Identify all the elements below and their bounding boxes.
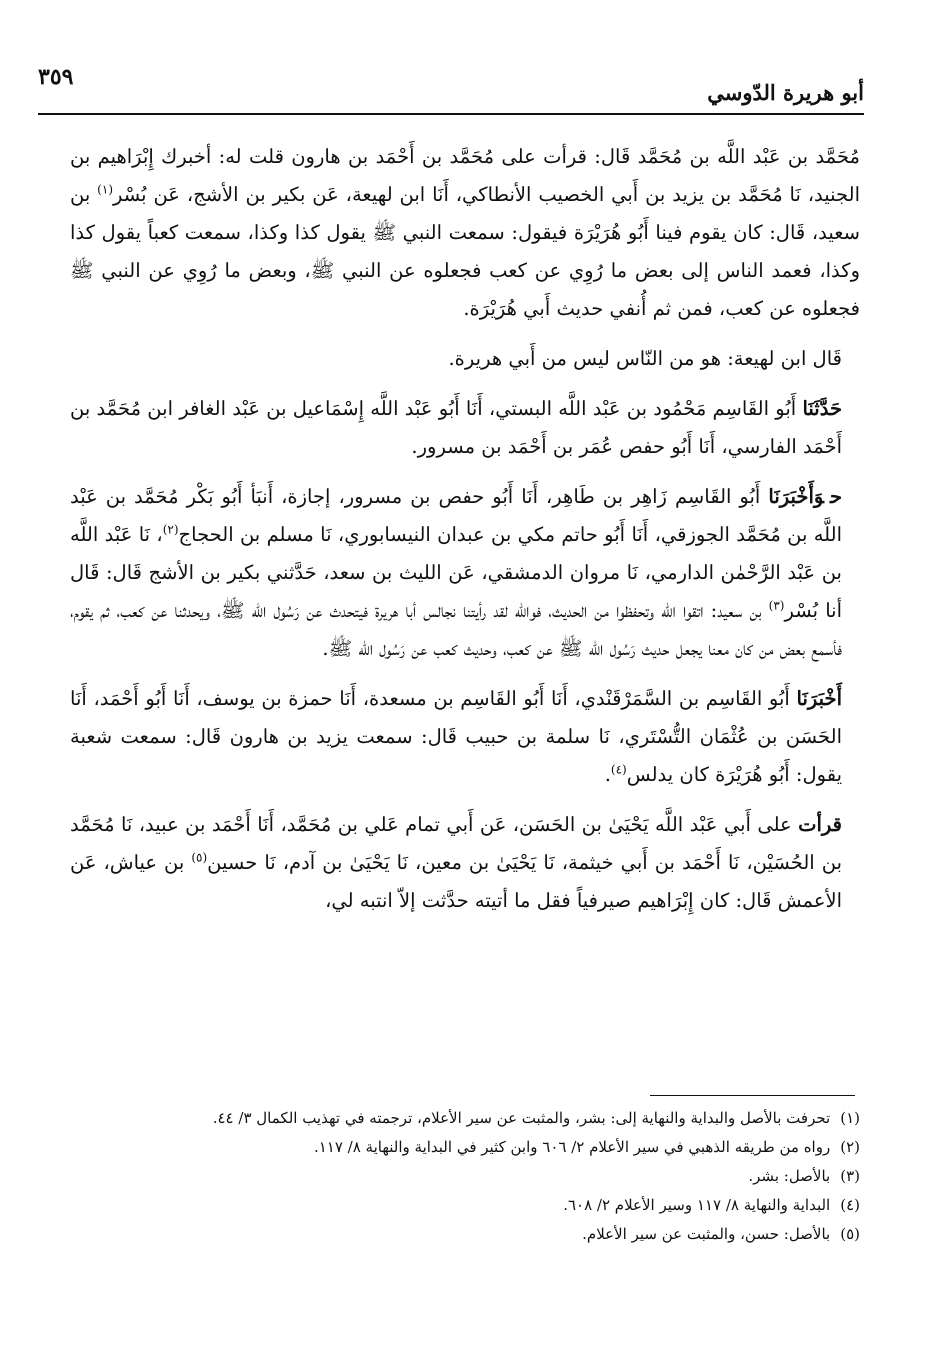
paragraph-4-lead: وَأَخْبَرَنَا (768, 485, 824, 508)
paragraph-6 (70, 806, 860, 920)
footnote-5-text: بالأصل: حسن، والمثبت عن سير الأعلام. (582, 1225, 831, 1243)
paragraph-6-lead: قرأت (798, 813, 842, 836)
running-title: أبو هريرة الدّوسي (707, 80, 864, 105)
paragraph-4-text-a: أَبُو القَاسِم زَاهِر بن طَاهِر، أَنَا أَبُو حفص بن مسرور، إجازة، أَنبَأ أَبُو بَكْر مُحَمَّد بن عَبْد اللَّه بن مُحَمَّد الجوزقي، أَنَا أَبُو حاتم مكي بن عبدان النيسابوري، نَا مسلم بن الحجاج (70, 485, 842, 546)
footnote-2-number: (٢) (840, 1138, 860, 1156)
footnote-1-text: تحرفت بالأصل والبداية والنهاية إلى: بشر، والمثبت عن سير الأعلام، ترجمته في تهذيب الكمال ٣/ ٤٤. (212, 1109, 831, 1127)
footnote-ref-4: (٤) (610, 762, 627, 777)
footnote-3-number: (٣) (840, 1167, 860, 1185)
footnote-2-text: رواه من طريقه الذهبي في سير الأعلام ٢/ ٦٠٦ وابن كثير في البداية والنهاية ٨/ ١١٧. (313, 1138, 831, 1156)
paragraph-3 (70, 390, 860, 466)
footnote-5-number: (٥) (840, 1225, 860, 1243)
paragraph-1-text-b: بن سعيد، قَال: كان يقوم فينا أَبُو هُرَيْرَة فيقول: سمعت النبي ﷺ يقول كذا وكذا، سمعت كعباً يقول كذا وكذا، فعمد الناس إلى بعض ما رُوِي عن كعب فجعلوه عن النبي ﷺ، وبعض ما رُوِي عن النبي ﷺ فجعلوه عن كعب، فمن ثم أُنفي حديث أَبي هُرَيْرَة. (70, 183, 860, 320)
footnote-4 (70, 1191, 860, 1220)
tahwil-mark: ح (829, 485, 842, 508)
paragraph-5-text-a: أَبُو القَاسِم بن السَّمَرْقَنْدي، أَنَا أَبُو القَاسِم بن مسعدة، أَنَا حمزة بن يوسف، أَنَا أَبُو أَحْمَد، أَنَا الحَسَن بن عُثْمَان التُّسْتَري، نَا سلمة بن حبيب قَال: سمعت يزيد بن هارون قَال: سمعت شعبة يقول: أَبُو هُرَيْرَة كان يدلس (70, 687, 842, 786)
paragraph-1-text-a: مُحَمَّد بن عَبْد اللَّه بن مُحَمَّد قَال: قرأت على مُحَمَّد بن أَحْمَد بن هارون قلت له: أخبرك إِبْرَاهيم بن الجنيد، نَا مُحَمَّد بن يزيد بن أَبي الخصيب الأنطاكي، أَنَا ابن لهيعة، عَن بكير بن الأشج، عَن بُسْر (70, 145, 861, 206)
page-header (38, 58, 864, 106)
footnote-3 (70, 1162, 860, 1191)
footnote-ref-1: (١) (97, 182, 113, 197)
paragraph-3-text: أَبُو القَاسِم مَحْمُود بن عَبْد اللَّه البستي، أَنَا أَبُو عَبْد اللَّه إِسْمَاعيل بن عَبْد الغافر ابن مُحَمَّد بن أَحْمَد الفارسي، أَنَا أَبُو حفص عُمَر بن أَحْمَد بن مسرور. (70, 397, 842, 458)
paragraph-5-lead: أَخْبَرَنَا (796, 687, 842, 710)
paragraph-2-text: قَال ابن لهيعة: هو من النّاس ليس من أَبي هريرة. (448, 347, 842, 370)
footnote-ref-5: (٥) (191, 850, 208, 865)
footnote-1 (70, 1104, 860, 1133)
paragraph-3-lead: حَدَّثَنَا (802, 397, 842, 420)
footnote-2 (70, 1133, 860, 1162)
footnote-1-number: (١) (840, 1109, 860, 1127)
footnote-rule (650, 1095, 855, 1096)
paragraph-5 (70, 680, 860, 794)
paragraph-6-text-a: على أَبي عَبْد اللَّه يَحْيَىٰ بن الحَسَن، عَن أَبي تمام عَلي بن مُحَمَّد، أَنَا أَحْمَد بن عبيد، نَا مُحَمَّد بن الحُسَيْن، نَا أَحْمَد بن أَبي خيثمة، نَا يَحْيَىٰ بن معين، نَا يَحْيَىٰ بن آدم، نَا حسين (70, 813, 842, 874)
footnote-3-text: بالأصل: بشر. (748, 1167, 831, 1185)
paragraph-4 (70, 478, 860, 668)
paragraph-4-text-c: بن سعيد: اتقوا الله وتحفظوا من الحديث، فوالله لقد رأيتنا نجالس أبا هريرة فيتحدث عن رَسُول الله ﷺ، ويحدثنا عن كعب، ثم يقوم، فأسمع بعض من كان معنا يجعل حديث رَسُول الله ﷺ عن كعب، وحديث كعب عن رَسُول الله ﷺ. (70, 599, 842, 660)
header-rule (38, 113, 864, 115)
body-text (70, 138, 860, 932)
paragraph-6-text-b: بن عياش، عَن الأعمش قَال: كان إِبْرَاهيم صيرفياً فقل ما أتيته حدَّثت إلاّ انتبه لي، (70, 851, 842, 912)
footnote-4-number: (٤) (840, 1196, 860, 1214)
footnotes (70, 1104, 860, 1249)
footnote-ref-3: (٣) (768, 598, 785, 613)
footnote-5 (70, 1220, 860, 1249)
footnote-4-text: البداية والنهاية ٨/ ١١٧ وسير الأعلام ٢/ ٦٠٨. (563, 1196, 831, 1214)
paragraph-4-text-b: ، نَا عَبْد اللَّه بن عَبْد الرَّحْمٰن الدارمي، نَا مروان الدمشقي، عَن الليث بن سعد، حَدَّثني بكير بن الأشج قَال: قَال أنا بُسْر (70, 523, 842, 622)
page-number: ٣٥٩ (38, 64, 74, 90)
paragraph-5-text-b: . (604, 763, 611, 786)
paragraph-1 (70, 138, 860, 328)
footnote-ref-2: (٢) (162, 522, 179, 537)
paragraph-2 (70, 340, 860, 378)
